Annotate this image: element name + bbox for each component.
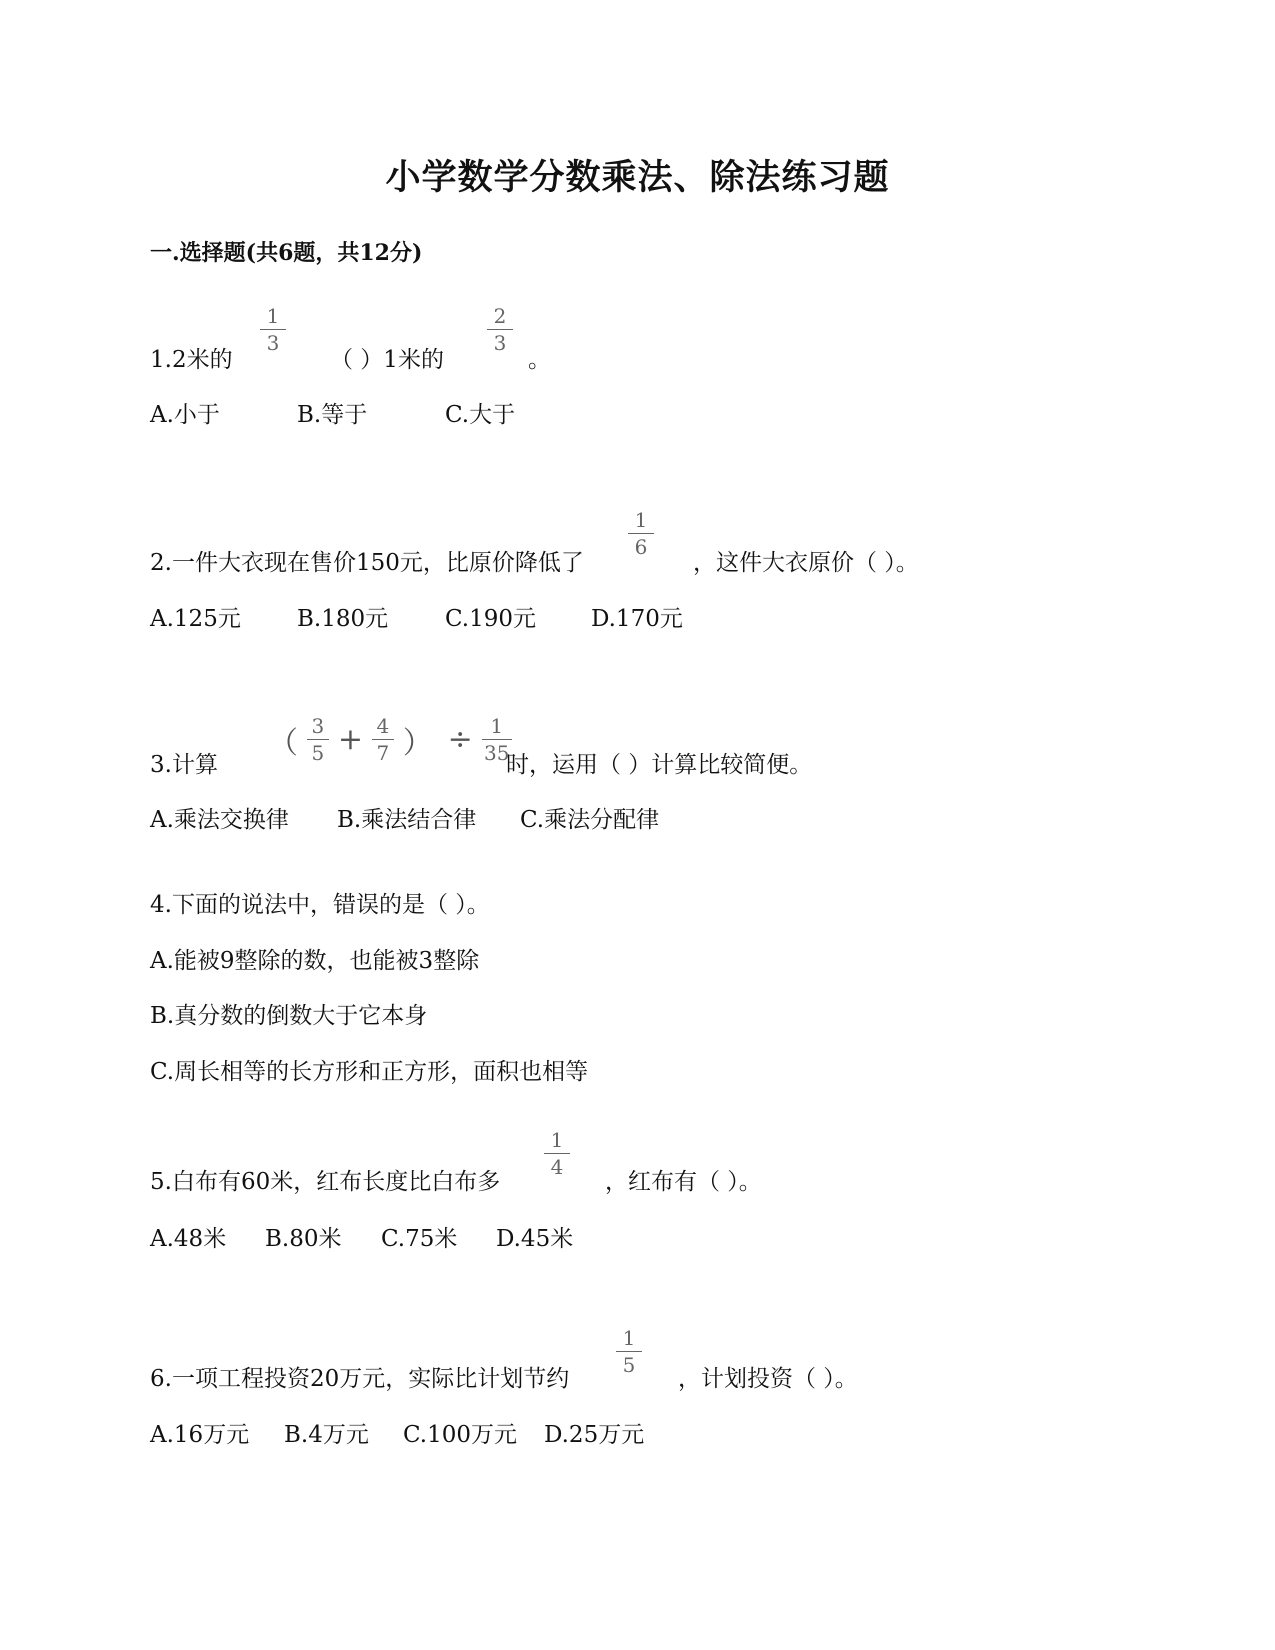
fraction-bar (487, 329, 513, 330)
question-3-text-a: 3.计算 (150, 752, 218, 778)
question-1-text-b: （ ）1米的 (330, 347, 444, 373)
fraction-denominator: 6 (634, 535, 648, 559)
divide-sign: ÷ (447, 722, 473, 757)
fraction-bar (260, 329, 286, 330)
option-b[interactable]: B.乘法结合律 (337, 807, 477, 833)
fraction-bar (307, 739, 329, 740)
question-3-text-b: 时，运用（ ）计算比较简便。 (506, 752, 813, 778)
question-1-fraction-2 (487, 305, 513, 354)
section-heading: 一.选择题(共6题，共12分) (150, 240, 423, 266)
fraction-numerator: 1 (622, 1326, 636, 1350)
page-title: 小学数学分数乘法、除法练习题 (385, 157, 890, 198)
fraction-bar (372, 739, 394, 740)
question-4-text: 4.下面的说法中，错误的是（ ）。 (150, 892, 490, 918)
option-b[interactable]: B.4万元 (284, 1422, 369, 1448)
expression-fraction-2 (372, 715, 394, 764)
option-b[interactable]: B.80米 (265, 1226, 342, 1252)
option-c[interactable]: C.75米 (381, 1226, 458, 1252)
fraction-numerator: 3 (311, 714, 325, 738)
question-6-text-a: 6.一项工程投资20万元，实际比计划节约 (150, 1366, 570, 1392)
fraction-numerator: 4 (376, 714, 390, 738)
option-a[interactable]: A.48米 (150, 1226, 227, 1252)
option-a[interactable]: A.能被9整除的数，也能被3整除 (150, 948, 480, 974)
fraction-numerator: 1 (550, 1128, 564, 1152)
option-a[interactable]: A.16万元 (150, 1422, 250, 1448)
fraction-numerator: 1 (634, 508, 648, 532)
fraction-bar (628, 533, 654, 534)
plus-sign: + (337, 722, 363, 757)
fraction-numerator: 1 (490, 714, 504, 738)
fraction-denominator: 4 (550, 1155, 564, 1179)
option-a[interactable]: A.125元 (150, 606, 241, 632)
option-c[interactable]: C.190元 (445, 606, 536, 632)
option-d[interactable]: D.25万元 (544, 1422, 645, 1448)
question-6-text-b: ，计划投资（ ）。 (678, 1366, 858, 1392)
fraction-bar (616, 1351, 642, 1352)
fraction-numerator: 2 (493, 304, 507, 328)
left-paren: （ (268, 725, 298, 761)
option-c[interactable]: C.乘法分配律 (520, 807, 660, 833)
option-a[interactable]: A.小于 (150, 402, 220, 428)
question-6-fraction (616, 1327, 642, 1376)
fraction-bar (544, 1153, 570, 1154)
question-2-text-b: ，这件大衣原价（ ）。 (693, 550, 919, 576)
right-paren: ） (402, 725, 433, 761)
question-5-text-b: ，红布有（ ）。 (605, 1169, 762, 1195)
option-b[interactable]: B.180元 (297, 606, 389, 632)
option-c[interactable]: C.大于 (445, 402, 516, 428)
option-c[interactable]: C.周长相等的长方形和正方形，面积也相等 (150, 1059, 589, 1085)
option-b[interactable]: B.等于 (297, 402, 368, 428)
fraction-denominator: 7 (376, 741, 390, 765)
question-1-fraction-1 (260, 305, 286, 354)
fraction-denominator: 3 (493, 331, 507, 355)
option-a[interactable]: A.乘法交换律 (150, 807, 289, 833)
fraction-denominator: 3 (266, 331, 280, 355)
question-1-text-c: 。 (528, 347, 551, 373)
option-b[interactable]: B.真分数的倒数大于它本身 (150, 1003, 428, 1029)
question-2-fraction (628, 509, 654, 558)
fraction-denominator: 5 (622, 1353, 636, 1377)
question-1-text-a: 1.2米的 (150, 347, 233, 373)
fraction-bar (482, 739, 512, 740)
question-2-text-a: 2.一件大衣现在售价150元，比原价降低了 (150, 550, 584, 576)
option-d[interactable]: D.170元 (591, 606, 683, 632)
expression-fraction-3 (482, 715, 512, 764)
option-d[interactable]: D.45米 (496, 1226, 574, 1252)
question-3-expression (268, 715, 512, 764)
expression-fraction-1 (307, 715, 329, 764)
question-5-fraction (544, 1129, 570, 1178)
fraction-denominator: 5 (311, 741, 325, 765)
fraction-denominator: 35 (483, 741, 510, 765)
question-5-text-a: 5.白布有60米，红布长度比白布多 (150, 1169, 501, 1195)
option-c[interactable]: C.100万元 (403, 1422, 517, 1448)
fraction-numerator: 1 (266, 304, 280, 328)
